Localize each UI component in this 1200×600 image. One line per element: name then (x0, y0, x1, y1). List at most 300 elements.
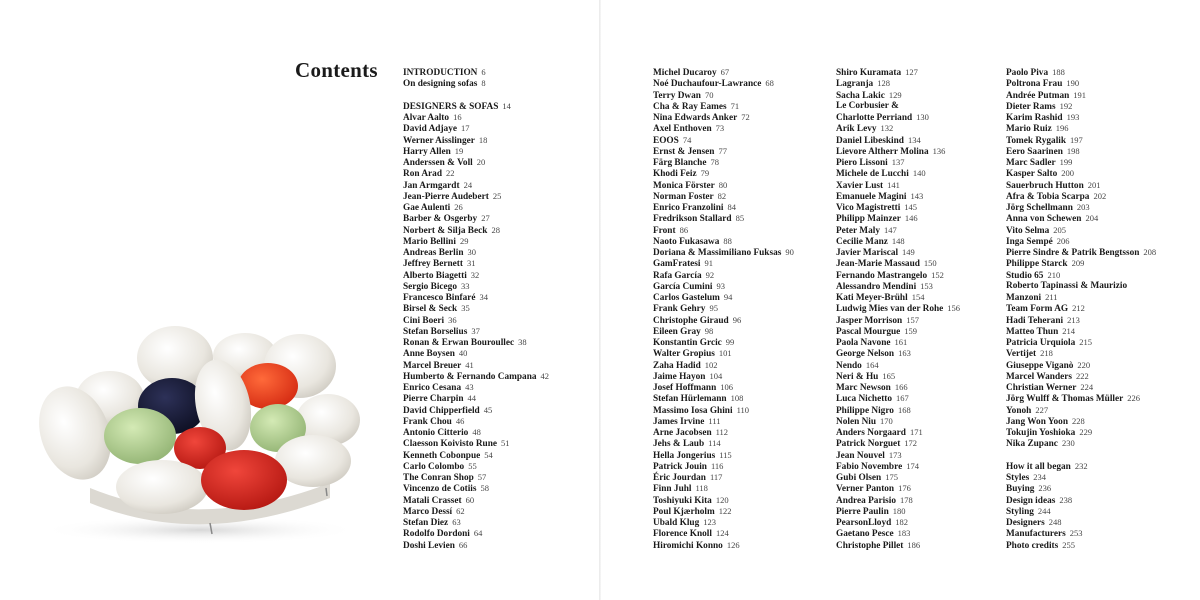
toc-entry-name: Kenneth Cobonpue (403, 450, 481, 461)
toc-entry-name: Peter Maly (836, 225, 880, 236)
toc-entry-name: Designers (1006, 518, 1045, 528)
toc-entry-name: Charlotte Perriand (836, 113, 913, 123)
toc-entry (836, 292, 960, 303)
toc-entry-name: Francesco Binfaré (403, 293, 476, 303)
toc-entry-name: David Adjaye (403, 124, 457, 135)
toc-entry-page: 57 (477, 472, 487, 482)
toc-spacer (403, 90, 549, 101)
toc-entry-page: 149 (902, 247, 915, 257)
toc-entry-name: Ubald Klug (653, 518, 700, 528)
toc-entry (653, 213, 794, 224)
toc-entry-page: 17 (460, 123, 470, 134)
toc-entry-name: Éric Jourdan (653, 473, 706, 483)
toc-entry-name: Kasper Salto (1006, 169, 1058, 180)
toc-entry (836, 180, 960, 191)
toc-entry-page: 132 (880, 123, 894, 134)
toc-entry-page: 178 (900, 494, 913, 505)
toc-entry-page: 38 (518, 337, 527, 347)
toc-entry-name: Frank Gehry (653, 304, 706, 315)
toc-entry-name: Yonoh (1006, 405, 1032, 416)
toc-entry-name: Sauerbruch Hutton (1006, 180, 1084, 191)
toc-entry-name: Marco Dessí (403, 506, 453, 517)
toc-entry-page: 146 (904, 213, 918, 224)
toc-entry-name: Enrico Franzolini (653, 203, 724, 213)
toc-entry (836, 101, 960, 112)
toc-entry-page: 91 (704, 258, 714, 269)
toc-entry-page: 202 (1093, 190, 1107, 201)
toc-entry (403, 348, 549, 359)
toc-entry (836, 247, 960, 258)
toc-column-4 (1006, 67, 1156, 551)
toc-entry (653, 450, 794, 461)
toc-entry (403, 326, 549, 337)
toc-entry-page: 203 (1076, 202, 1090, 212)
toc-entry (836, 315, 960, 326)
toc-entry-name: Hella Jongerius (653, 450, 716, 461)
toc-entry (653, 348, 794, 359)
toc-entry (653, 157, 794, 168)
toc-entry (836, 168, 960, 179)
toc-entry-page: 137 (891, 157, 905, 167)
toc-entry-page: 212 (1072, 303, 1085, 314)
toc-entry-page: 218 (1040, 348, 1053, 359)
toc-entry-name: Christian Werner (1006, 383, 1077, 393)
toc-entry-page: 31 (466, 258, 476, 269)
toc-entry-page: 183 (897, 528, 911, 539)
toc-entry (1006, 416, 1156, 427)
toc-entry-name: Team Form AG (1006, 304, 1069, 315)
toc-entry-name: Walter Gropius (653, 349, 715, 360)
toc-entry (1006, 348, 1156, 359)
toc-entry-name: Marc Sadler (1006, 158, 1056, 168)
toc-entry-name: Jean Nouvel (836, 450, 885, 461)
toc-entry-page: 33 (460, 280, 470, 291)
toc-entry-name: Werner Aisslinger (403, 135, 475, 146)
toc-entry-page: 94 (723, 292, 733, 302)
toc-entry-name: Jasper Morrison (836, 315, 903, 326)
toc-entry-name: Manufacturers (1006, 529, 1066, 540)
toc-entry (1006, 528, 1156, 539)
toc-entry-name: Terry Dwan (653, 90, 701, 101)
toc-entry-name: Cini Boeri (403, 315, 445, 326)
toc-entry (836, 281, 960, 292)
toc-entry-name: Christophe Giraud (653, 315, 729, 326)
toc-entry-name: Roberto Tapinassi & Maurizio (1006, 280, 1128, 291)
toc-entry-name: Sacha Lakic (836, 90, 885, 101)
toc-entry-name: Stefan Diez (403, 518, 449, 528)
toc-entry-name: Styles (1006, 473, 1030, 483)
toc-entry-name: Humberto & Fernando Campana (403, 371, 537, 382)
toc-entry-name: Paola Navone (836, 338, 891, 348)
toc-entry-page: 163 (898, 348, 911, 359)
toc-entry-page: 238 (1059, 494, 1073, 505)
toc-entry-name: Vincenzo de Cotiis (403, 484, 477, 495)
toc-entry-name: Jeffrey Bernett (403, 259, 463, 270)
toc-entry (653, 281, 794, 292)
toc-entry (836, 213, 960, 224)
toc-entry-page: 44 (467, 393, 477, 404)
toc-entry (403, 371, 549, 382)
toc-entry-name: Afra & Tobia Scarpa (1006, 191, 1090, 202)
toc-entry-name: Anna von Schewen (1006, 214, 1082, 225)
toc-entry (653, 472, 794, 483)
toc-entry (1006, 78, 1156, 89)
toc-entry-name: Alessandro Mendini (836, 281, 917, 292)
toc-entry-name: Gaetano Pesce (836, 529, 894, 540)
toc-entry-page: 41 (465, 359, 474, 370)
toc-entry-name: Shiro Kuramata (836, 68, 902, 78)
toc-entry-name: Noé Duchaufour-Lawrance (653, 79, 762, 90)
toc-entry (403, 236, 549, 247)
toc-entry-name: Matali Crasset (403, 495, 462, 506)
toc-entry-name: Claesson Koivisto Rune (403, 439, 498, 450)
toc-entry (1006, 438, 1156, 449)
toc-entry (403, 213, 549, 224)
toc-entry-name: Stefan Hürlemann (653, 394, 727, 405)
toc-entry-page: 197 (1070, 134, 1083, 145)
toc-entry-page: 42 (540, 370, 550, 381)
toc-entry (403, 157, 549, 168)
toc-entry (1006, 270, 1156, 281)
toc-entry (653, 303, 794, 314)
toc-entry-page: 159 (904, 325, 918, 336)
toc-entry (403, 472, 549, 483)
toc-entry-page: 211 (1045, 292, 1058, 302)
toc-entry-page: 192 (1059, 100, 1073, 111)
toc-entry-page: 124 (715, 528, 729, 539)
toc-entry-name: Tokujin Yoshioka (1006, 428, 1076, 438)
toc-entry-name: Rafa García (653, 270, 702, 281)
toc-entry-name: Carlo Colombo (403, 461, 465, 472)
toc-entry (653, 405, 794, 416)
toc-entry (836, 225, 960, 236)
toc-entry-page: 26 (454, 202, 463, 212)
toc-entry (403, 225, 549, 236)
toc-entry (1006, 168, 1156, 179)
toc-entry-page: 102 (704, 359, 718, 370)
toc-entry-name: Tomek Rygalik (1006, 135, 1067, 146)
toc-entry-page: 232 (1074, 460, 1088, 471)
toc-entry (1006, 393, 1156, 404)
toc-entry (403, 270, 549, 281)
toc-entry (653, 247, 794, 258)
toc-entry-name: Norman Foster (653, 191, 714, 202)
toc-entry-page: 127 (905, 67, 918, 77)
toc-entry-page: 128 (877, 78, 890, 89)
toc-entry-page: 206 (1056, 235, 1070, 246)
toc-entry-name: DESIGNERS & SOFAS (403, 101, 499, 112)
toc-entry (836, 495, 960, 506)
toc-entry-page: 167 (896, 393, 909, 404)
toc-entry-page: 114 (708, 438, 721, 449)
toc-entry-page: 143 (910, 190, 924, 201)
toc-entry (1006, 382, 1156, 393)
sofa-photo (30, 318, 370, 548)
toc-entry-page: 253 (1069, 528, 1083, 539)
toc-entry-page: 229 (1079, 427, 1093, 437)
toc-entry (653, 90, 794, 101)
toc-entry-page: 30 (467, 247, 477, 257)
toc-entry-name: Norbert & Silja Beck (403, 225, 488, 236)
toc-entry (836, 135, 960, 146)
toc-entry (653, 528, 794, 539)
toc-entry-name: Arik Levy (836, 124, 877, 135)
toc-entry-page: 201 (1087, 179, 1101, 190)
toc-column-3 (836, 67, 960, 551)
toc-entry-name: Lievore Altherr Molina (836, 146, 929, 157)
toc-entry-page: 228 (1072, 415, 1085, 426)
toc-entry (1006, 303, 1156, 314)
toc-entry (1006, 360, 1156, 371)
toc-entry-name: Alvar Aalto (403, 113, 450, 123)
toc-entry-name: Ernst & Jensen (653, 146, 715, 157)
toc-entry (836, 67, 960, 78)
toc-entry (403, 315, 549, 326)
toc-entry (403, 202, 549, 213)
toc-entry-name: Marcel Wanders (1006, 371, 1073, 382)
toc-entry-name: Inga Sempé (1006, 236, 1053, 247)
toc-entry-name: Hadi Teherani (1006, 315, 1064, 326)
toc-entry (836, 483, 960, 494)
toc-entry-name: INTRODUCTION (403, 68, 478, 78)
toc-entry-page: 60 (465, 494, 475, 505)
toc-entry-page: 70 (704, 89, 714, 100)
toc-entry-name: Pierre Sindre & Patrik Bengtsson (1006, 248, 1140, 258)
toc-entry-name: Doshi Levien (403, 540, 455, 551)
toc-entry-name: Toshiyuki Kita (653, 495, 712, 506)
toc-entry (653, 506, 794, 517)
toc-entry-name: Marcel Breuer (403, 360, 462, 371)
toc-entry-name: Andrée Putman (1006, 90, 1070, 101)
toc-entry-name: Andreas Berlin (403, 248, 464, 258)
toc-entry (1006, 281, 1156, 292)
toc-entry (836, 112, 960, 123)
toc-entry-name: Philipp Mainzer (836, 214, 901, 225)
toc-entry-page: 165 (882, 370, 896, 381)
toc-entry (836, 382, 960, 393)
toc-entry-page: 145 (904, 202, 918, 212)
toc-entry (836, 236, 960, 247)
toc-entry-name: Ronan & Erwan Bouroullec (403, 338, 515, 348)
toc-entry-page: 73 (715, 123, 725, 134)
toc-entry-page: 226 (1127, 393, 1140, 404)
toc-entry-name: Khodi Feiz (653, 169, 697, 180)
toc-entry-page: 78 (710, 157, 719, 167)
toc-entry (403, 78, 549, 89)
toc-entry-name: Poul Kjærholm (653, 506, 715, 517)
toc-entry (836, 146, 960, 157)
toc-entry-page: 95 (709, 303, 718, 314)
toc-entry (653, 371, 794, 382)
toc-entry (836, 371, 960, 382)
toc-entry-name: Nina Edwards Anker (653, 113, 738, 123)
toc-entry (836, 191, 960, 202)
toc-entry (653, 540, 794, 551)
toc-entry (1006, 112, 1156, 123)
toc-entry (403, 438, 549, 449)
toc-entry (1006, 191, 1156, 202)
toc-entry (836, 337, 960, 348)
toc-entry-page: 19 (454, 145, 464, 156)
toc-entry-name: Naoto Fukasawa (653, 236, 720, 247)
toc-entry-page: 171 (909, 427, 923, 437)
toc-entry-name: Neri & Hu (836, 371, 879, 382)
toc-entry (403, 258, 549, 269)
toc-entry-page: 71 (730, 100, 740, 111)
toc-entry-page: 117 (709, 472, 723, 482)
toc-entry (836, 405, 960, 416)
toc-entry-page: 112 (715, 427, 729, 437)
toc-entry (836, 348, 960, 359)
toc-entry (1006, 67, 1156, 78)
toc-entry-name: Zaha Hadid (653, 360, 701, 371)
toc-entry (403, 303, 549, 314)
toc-entry-page: 62 (456, 505, 465, 516)
toc-entry-name: David Chipperfield (403, 405, 480, 416)
toc-entry (653, 78, 794, 89)
toc-entry (653, 146, 794, 157)
toc-entry-name: Alberto Biagetti (403, 270, 467, 281)
toc-entry-name: Patrick Jouin (653, 461, 707, 472)
toc-entry-page: 54 (484, 449, 493, 460)
toc-entry (403, 461, 549, 472)
toc-entry-page: 111 (708, 415, 721, 426)
toc-entry (836, 540, 960, 551)
toc-entry (403, 427, 549, 438)
toc-entry-page: 90 (785, 247, 794, 257)
toc-entry-name: Birsel & Seck (403, 304, 458, 315)
toc-entry-page: 190 (1066, 78, 1080, 89)
toc-entry-page: 210 (1047, 269, 1061, 280)
toc-entry-page: 40 (458, 348, 468, 359)
toc-entry-name: Buying (1006, 484, 1035, 495)
toc-entry-page: 48 (472, 427, 481, 437)
toc-entry (403, 405, 549, 416)
toc-entry-name: Gubi Olsen (836, 473, 882, 483)
toc-entry-page: 106 (720, 382, 734, 392)
toc-entry-page: 115 (719, 449, 732, 460)
toc-entry-name: Jan Armgardt (403, 180, 460, 191)
toc-entry-name: Dieter Rams (1006, 101, 1056, 112)
toc-entry-page: 116 (710, 460, 724, 471)
toc-entry (836, 528, 960, 539)
toc-entry (653, 236, 794, 247)
toc-entry-page: 28 (491, 224, 500, 235)
toc-entry-page: 174 (906, 460, 919, 471)
toc-entry (403, 191, 549, 202)
toc-entry-page: 170 (880, 415, 893, 426)
toc-entry (836, 472, 960, 483)
toc-entry-name: Konstantin Grcic (653, 338, 722, 348)
toc-entry-page: 45 (483, 404, 493, 415)
toc-entry (1006, 258, 1156, 269)
toc-entry-page: 168 (897, 404, 911, 415)
toc-entry (653, 135, 794, 146)
toc-entry (1006, 326, 1156, 337)
toc-entry (836, 78, 960, 89)
page-title: Contents (295, 58, 378, 82)
toc-entry-page: 126 (726, 539, 740, 550)
toc-entry-name: Giuseppe Viganò (1006, 360, 1074, 371)
toc-entry-page: 32 (470, 269, 480, 280)
toc-entry-page: 172 (904, 438, 918, 449)
toc-entry-name: Matteo Thun (1006, 326, 1059, 337)
toc-entry-name: Philippe Nigro (836, 405, 894, 416)
toc-entry (836, 427, 960, 438)
toc-entry (403, 146, 549, 157)
toc-entry (1006, 461, 1156, 472)
toc-column-1 (403, 67, 549, 551)
toc-entry (836, 202, 960, 213)
toc-entry (403, 360, 549, 371)
toc-entry (403, 528, 549, 539)
toc-entry (1006, 157, 1156, 168)
toc-entry-name: Vico Magistretti (836, 203, 901, 213)
toc-entry-name: García Cumini (653, 281, 713, 292)
toc-entry (836, 438, 960, 449)
toc-entry-name: Jean-Pierre Audebert (403, 191, 489, 202)
toc-entry-page: 88 (723, 235, 732, 246)
toc-entry-page: 148 (891, 235, 905, 246)
toc-entry-name: Fernando Mastrangelo (836, 270, 928, 281)
toc-entry-page: 120 (715, 494, 729, 505)
toc-entry-page: 63 (452, 517, 461, 527)
toc-entry-page: 154 (911, 292, 925, 302)
toc-entry-name: Fredrikson Stallard (653, 214, 732, 225)
toc-entry-page: 29 (459, 235, 469, 246)
toc-entry (836, 303, 960, 314)
toc-entry-name: Josef Hoffmann (653, 383, 717, 393)
toc-entry (403, 67, 549, 78)
toc-entry-name: Patricia Urquiola (1006, 338, 1076, 348)
toc-entry-page: 186 (907, 539, 921, 550)
toc-entry-page: 175 (885, 472, 898, 482)
toc-entry (1006, 90, 1156, 101)
toc-entry-page: 199 (1059, 157, 1073, 167)
toc-entry (1006, 495, 1156, 506)
toc-entry-name: Nika Zupanc (1006, 439, 1058, 450)
toc-entry-page: 136 (932, 145, 946, 156)
toc-entry-page: 230 (1061, 438, 1075, 449)
toc-column-2 (653, 67, 794, 551)
toc-entry-name: Massimo Iosa Ghini (653, 405, 733, 416)
toc-entry (1006, 506, 1156, 517)
toc-entry (1006, 371, 1156, 382)
toc-entry-page: 6 (481, 67, 486, 77)
toc-entry (836, 326, 960, 337)
toc-entry-page: 188 (1052, 67, 1065, 77)
toc-entry (653, 258, 794, 269)
toc-entry-page: 25 (492, 190, 502, 201)
toc-entry-page: 108 (730, 393, 744, 404)
toc-entry (653, 416, 794, 427)
toc-entry-name: Axel Enthoven (653, 124, 712, 135)
toc-entry-page: 208 (1143, 247, 1157, 257)
toc-entry-page: 8 (481, 78, 486, 89)
toc-entry (1006, 292, 1156, 303)
toc-entry-name: Lagranja (836, 79, 874, 90)
toc-entry-page: 35 (461, 303, 470, 314)
toc-entry-page: 64 (473, 528, 483, 539)
toc-entry (653, 382, 794, 393)
toc-entry (653, 67, 794, 78)
toc-entry-page: 99 (725, 337, 735, 347)
toc-entry-name: Photo credits (1006, 540, 1059, 551)
toc-entry-name: Emanuele Magini (836, 191, 907, 202)
toc-entry-page: 110 (736, 404, 749, 415)
toc-entry (403, 540, 549, 551)
toc-entry-page: 200 (1061, 168, 1074, 179)
